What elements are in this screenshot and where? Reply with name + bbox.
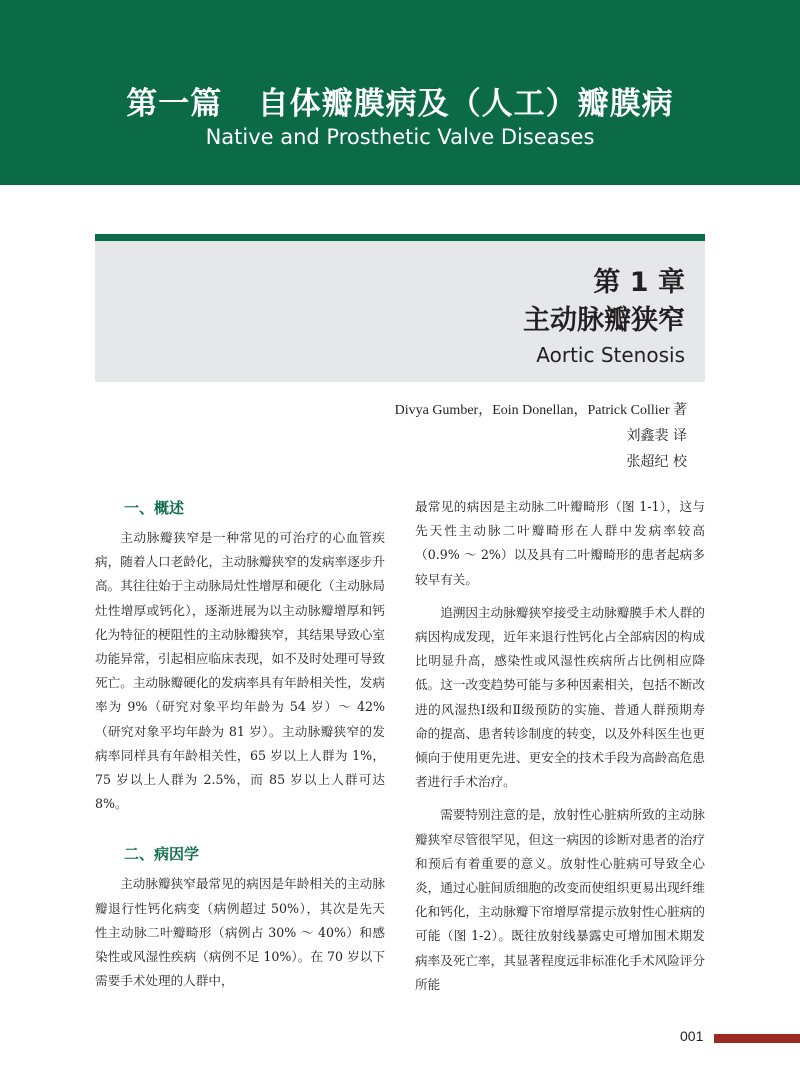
- section-heading-etiology: 二、病因学: [124, 845, 200, 864]
- chapter-header: [95, 234, 705, 382]
- right-column: [415, 495, 705, 1006]
- chapter-number: 第 1 章: [593, 267, 685, 298]
- chapter-title: 主动脉瓣狭窄: [523, 305, 685, 336]
- paragraph: 需要特别注意的是，放射性心脏病所致的主动脉瓣狭窄尽管很罕见，但这一病因的诊断对患者的治疗和预后有着重要的意义。放射性心脏病可导致全心炎，通过心脏间质细胞的改变而使组织更易出现纤维化和钙化，主动脉瓣下帘增厚常提示放射性心脏病的可能（图 1-2）。既往放射线暴露史可增加围术期发病率及死亡率，其显著程度远非标准化手术风险评分所能: [415, 807, 705, 992]
- reviewer-credit: 张超纪 校: [626, 454, 687, 470]
- paragraph: 主动脉瓣狭窄最常见的病因是年龄相关的主动脉瓣退行性钙化病变（病例超过 50%），其次是先天性主动脉二叶瓣畸形（病例占 30% ～ 40%）和感染性或风湿性疾病（病例不足 10%）。在 70 岁以下需要手术处理的人群中，: [95, 876, 385, 989]
- section-heading-overview: 一、概述: [124, 499, 185, 517]
- left-column: [95, 495, 385, 1002]
- paragraph-continued: 最常见的病因是主动脉二叶瓣畸形（图 1-1），这与先天性主动脉二叶瓣畸形在人群中发病率较高（0.9% ～ 2%）以及具有二叶瓣畸形的患者起病多较早有关。: [415, 499, 705, 587]
- paragraph: 主动脉瓣狭窄是一种常见的可治疗的心血管疾病，随着人口老龄化，主动脉瓣狭窄的发病率逐步升高。其往往始于主动脉局灶性增厚和硬化（主动脉局灶性增厚或钙化），逐渐进展为以主动脉瓣增厚和钙化为特征的梗阻性的主动脉瓣狭窄，其结果导致心室功能异常，引起相应临床表现，如不及时处理可导致死亡。主动脉瓣硬化的发病率具有年龄相关性，发病率为 9%（研究对象平均年龄为 54 岁）～ 42%（研究对象平均年龄为 81 岁）。主动脉瓣狭窄的发病率同样具有年龄相关性，65 岁以上人群为 1%，75 岁以上人群为 2.5%，而 85 岁以上人群可达 8%。: [95, 530, 385, 812]
- part-title-english: Native and Prosthetic Valve Diseases: [205, 125, 595, 149]
- paragraph: 追溯因主动脉瓣狭窄接受主动脉瓣膜手术人群的病因构成发现，近年来退行性钙化占全部病因的构成比明显升高，感染性或风湿性疾病所占比例相应降低。这一改变趋势可能与多种因素相关，包括不断改进的风湿热Ⅰ级和Ⅱ级预防的实施、普通人群预期寿命的提高、患者转诊制度的转变，以及外科医生也更倾向于使用更先进、更安全的技术手段为高龄高危患者进行手术治疗。: [415, 604, 705, 790]
- part-title: 第一篇 自体瓣膜病及（人工）瓣膜病: [126, 86, 674, 122]
- page-number: 001: [680, 1028, 704, 1044]
- author-credit: Divya Gumber，Eoin Donellan，Patrick Collier 著: [394, 403, 687, 418]
- chapter-title-english: Aortic Stenosis: [536, 343, 685, 367]
- translator-credit: 刘鑫裴 译: [626, 428, 687, 444]
- page-number-bar: [714, 1034, 800, 1043]
- part-banner: [0, 0, 800, 185]
